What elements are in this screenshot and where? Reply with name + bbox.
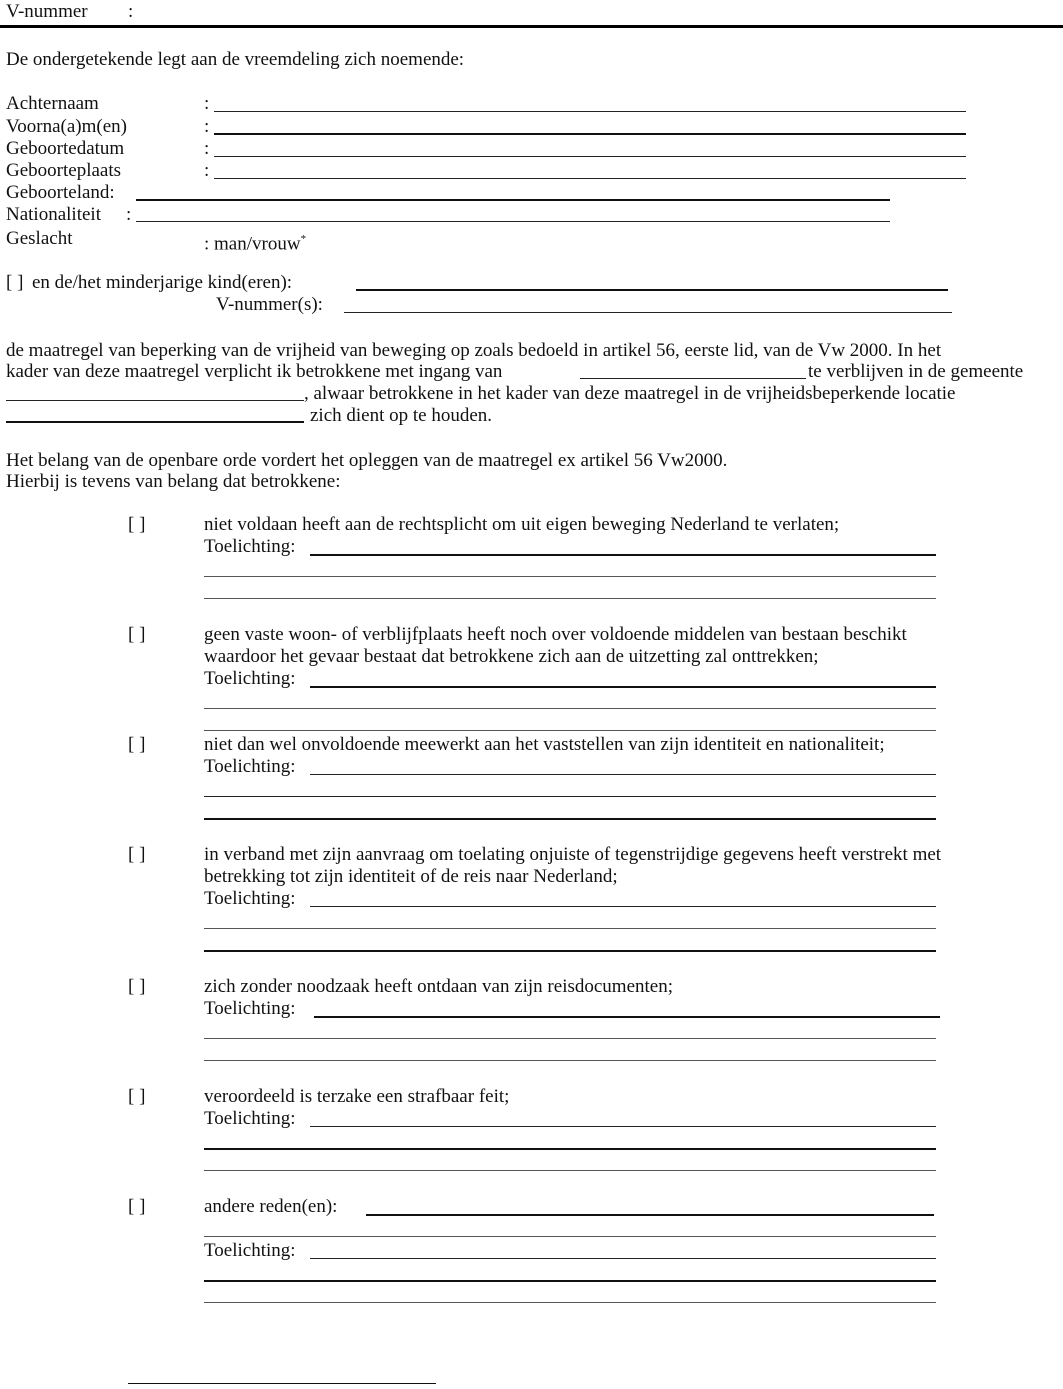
reason-4-extra-line-2[interactable] (204, 950, 936, 952)
reason-7-extra-line-2[interactable] (204, 1302, 936, 1303)
geboortedatum-field[interactable] (214, 156, 966, 157)
children-checkbox[interactable]: [ ] (6, 272, 24, 293)
achternaam-label: Achternaam (6, 93, 99, 114)
geboorteland-field[interactable] (136, 199, 890, 201)
intro-text: De ondergetekende legt aan de vreemdeling zich noemende: (6, 49, 465, 70)
reason-6-text: veroordeeld is terzake een strafbaar feit; (204, 1086, 510, 1107)
reason-7-checkbox[interactable]: [ ] (128, 1196, 146, 1217)
reason-6-toelichting-label: Toelichting: (204, 1108, 296, 1129)
gemeente-field[interactable] (6, 400, 304, 401)
v-nummer-colon: : (128, 1, 134, 22)
signature-line[interactable] (128, 1383, 436, 1384)
paragraph1-line1: de maatregel van beperking van de vrijheid van beweging op zoals bedoeld in artikel 56, eerste lid, van de Vw 2000. In het (6, 340, 942, 361)
reason-2-toelichting-label: Toelichting: (204, 668, 296, 689)
children-vnummers-field[interactable] (344, 312, 952, 313)
geboorteplaats-colon: : (204, 160, 210, 181)
reason-7-extra-line-0[interactable] (204, 1236, 936, 1237)
reason-2-checkbox[interactable]: [ ] (128, 624, 146, 645)
nationaliteit-label: Nationaliteit (6, 204, 101, 225)
achternaam-colon: : (204, 93, 210, 114)
reason-1-extra-line-1[interactable] (204, 576, 936, 577)
reason-2-text-line2: waardoor het gevaar bestaat dat betrokkene zich aan de uitzetting zal onttrekken; (204, 646, 819, 667)
children-field[interactable] (356, 289, 948, 291)
paragraph1-line4: zich dient op te houden. (310, 405, 493, 426)
reason-4-toelichting-label: Toelichting: (204, 888, 296, 909)
reason-7-andere-redenen-field[interactable] (366, 1214, 934, 1216)
nationaliteit-colon: : (126, 204, 132, 225)
header-rule (0, 25, 1063, 28)
reason-3-toelichting-field[interactable] (310, 774, 936, 775)
reason-6-toelichting-field[interactable] (310, 1126, 936, 1127)
paragraph1-line2b: te verblijven in de gemeente (808, 361, 1024, 382)
geslacht-label: Geslacht (6, 228, 73, 249)
voornamen-label: Voorna(a)m(en) (6, 116, 127, 137)
reason-6-checkbox[interactable]: [ ] (128, 1086, 146, 1107)
reason-3-extra-line-2[interactable] (204, 818, 936, 820)
geboortedatum-label: Geboortedatum (6, 138, 125, 159)
startdate-field[interactable] (580, 378, 806, 379)
reason-3-checkbox[interactable]: [ ] (128, 734, 146, 755)
geslacht-options[interactable]: : man/vrouw (204, 233, 301, 255)
reason-4-text-line2: betrekking tot zijn identiteit of de reis naar Nederland; (204, 866, 618, 887)
reason-1-extra-line-2[interactable] (204, 598, 936, 599)
asterisk-note: * (300, 233, 307, 245)
paragraph2-line1: Het belang van de openbare orde vordert het opleggen van de maatregel ex artikel 56 Vw2000. (6, 450, 728, 471)
reason-6-extra-line-2[interactable] (204, 1170, 936, 1171)
reason-5-extra-line-2[interactable] (204, 1060, 936, 1061)
locatie-field[interactable] (6, 421, 304, 423)
reason-1-checkbox[interactable]: [ ] (128, 514, 146, 535)
geboorteland-label: Geboorteland: (6, 182, 115, 203)
paragraph1-line3: , alwaar betrokkene in het kader van deze maatregel in de vrijheidsbeperkende locatie (304, 383, 956, 404)
reason-4-extra-line-1[interactable] (204, 928, 936, 929)
reason-7-text: andere reden(en): (204, 1196, 338, 1217)
children-label: en de/het minderjarige kind(eren): (32, 272, 293, 293)
v-nummer-label: V-nummer (6, 1, 88, 22)
children-vnummers-label: V-nummer(s): (216, 294, 323, 315)
reason-4-text-line1: in verband met zijn aanvraag om toelating onjuiste of tegenstrijdige gegevens heeft verstrekt met (204, 844, 942, 865)
reason-6-extra-line-1[interactable] (204, 1148, 936, 1150)
reason-3-extra-line-1[interactable] (204, 796, 936, 797)
reason-3-toelichting-label: Toelichting: (204, 756, 296, 777)
reason-1-toelichting-label: Toelichting: (204, 536, 296, 557)
reason-4-toelichting-field[interactable] (310, 906, 936, 907)
reason-5-toelichting-field[interactable] (314, 1016, 940, 1018)
voornamen-field[interactable] (214, 133, 966, 135)
reason-5-text: zich zonder noodzaak heeft ontdaan van zijn reisdocumenten; (204, 976, 673, 997)
geboorteplaats-label: Geboorteplaats (6, 160, 122, 181)
reason-7-toelichting-label: Toelichting: (204, 1240, 296, 1261)
reason-2-toelichting-field[interactable] (310, 686, 936, 688)
reason-5-checkbox[interactable]: [ ] (128, 976, 146, 997)
paragraph2-line2: Hierbij is tevens van belang dat betrokkene: (6, 471, 341, 492)
reason-5-extra-line-1[interactable] (204, 1038, 936, 1039)
reason-7-toelichting-field[interactable] (310, 1258, 936, 1259)
reason-4-checkbox[interactable]: [ ] (128, 844, 146, 865)
paragraph1-line2a: kader van deze maatregel verplicht ik betrokkene met ingang van (6, 361, 503, 382)
nationaliteit-field[interactable] (136, 221, 890, 222)
geboorteplaats-field[interactable] (214, 178, 966, 179)
reason-1-text: niet voldaan heeft aan de rechtsplicht om uit eigen beweging Nederland te verlaten; (204, 514, 840, 535)
reason-1-toelichting-field[interactable] (310, 554, 936, 556)
reason-3-text: niet dan wel onvoldoende meewerkt aan het vaststellen van zijn identiteit en nationaliteit; (204, 734, 885, 755)
reason-5-toelichting-label: Toelichting: (204, 998, 296, 1019)
achternaam-field[interactable] (214, 111, 966, 112)
reason-7-extra-line-1[interactable] (204, 1280, 936, 1282)
geboortedatum-colon: : (204, 138, 210, 159)
reason-2-text-line1: geen vaste woon- of verblijfplaats heeft noch over voldoende middelen van bestaan beschikt (204, 624, 907, 645)
geslacht-value[interactable] (204, 228, 306, 255)
reason-2-extra-line-1[interactable] (204, 708, 936, 709)
reason-2-extra-line-2[interactable] (204, 730, 936, 731)
voornamen-colon: : (204, 116, 210, 137)
